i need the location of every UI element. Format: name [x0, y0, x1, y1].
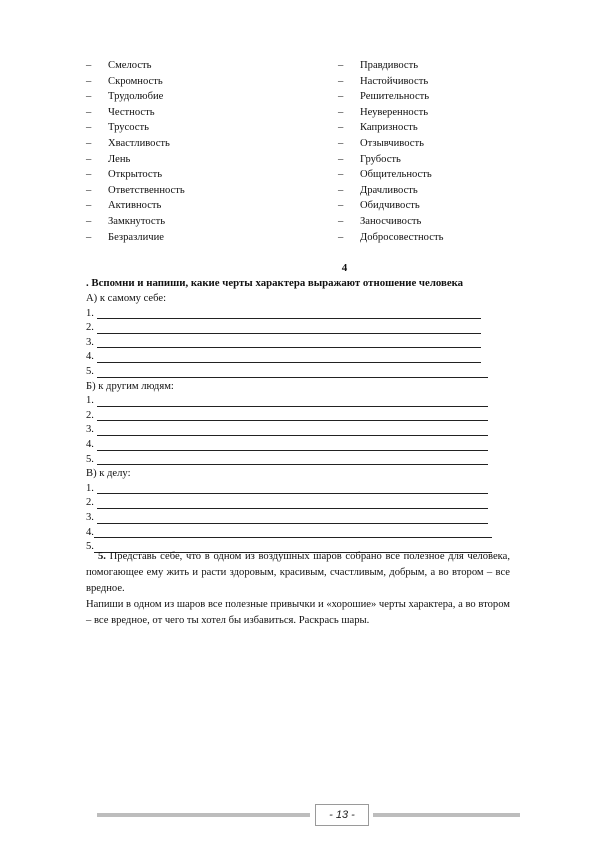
answer-line[interactable]: 5. [86, 540, 506, 555]
trait-item: – Смелость [86, 60, 152, 71]
trait-item: – Настойчивость [338, 75, 429, 87]
trait-item: – Грубость [338, 153, 401, 165]
answer-line[interactable]: 3. [86, 511, 506, 526]
footer-divider-right [373, 813, 520, 817]
group-label-self: А) к самому себе: [86, 293, 167, 304]
answer-line[interactable]: 4. [86, 350, 506, 365]
trait-item: – Скромность [86, 75, 163, 87]
trait-item: – Открытость [86, 169, 163, 181]
trait-item: – Лень [86, 153, 131, 165]
answer-line[interactable]: 1. [86, 394, 506, 409]
trait-item: – Безразличие [86, 231, 164, 243]
answer-line[interactable]: 4. [86, 438, 506, 453]
trait-item: – Честность [86, 106, 155, 118]
answer-line[interactable]: 2. [86, 409, 506, 424]
answer-line[interactable]: 1. [86, 307, 506, 322]
answer-line[interactable]: 3. [86, 336, 506, 351]
trait-item: – Заносчивость [338, 215, 422, 227]
task4-title: . Вспомни и напиши, какие черты характера выражают отношение человека [86, 277, 464, 289]
page-number: - 13 - [315, 804, 369, 826]
task5 [86, 549, 510, 629]
traits-right-column [338, 58, 538, 245]
trait-item: – Замкнутость [86, 215, 166, 227]
answer-line[interactable]: 3. [86, 423, 506, 438]
group-label-work: В) к делу: [86, 468, 131, 480]
trait-item: – Капризность [338, 122, 418, 134]
trait-item: – Ответственность [86, 184, 185, 196]
trait-item: – Трусость [86, 122, 149, 134]
page-footer [97, 804, 520, 826]
answer-line[interactable]: 2. [86, 496, 506, 511]
task5-number: 5. [98, 551, 106, 562]
trait-item: – Драчливость [338, 184, 418, 196]
trait-item: – Активность [86, 200, 162, 212]
trait-item: – Решительность [338, 91, 430, 103]
trait-item: – Правдивость [338, 60, 419, 71]
answer-line[interactable]: 1. [86, 482, 506, 497]
trait-item: – Отзывчивость [338, 137, 424, 149]
answer-line[interactable]: 2. [86, 321, 506, 336]
footer-divider-left [97, 813, 310, 817]
answer-line[interactable]: 5. [86, 365, 506, 380]
task5-paragraph-1: 5. Представь себе, что в одном из воздушных шаров собрано все полезное для человека, помогающее ему жить и расти здоровым, красивым, счастливым, добрым, а во втором – все вредное. [86, 551, 510, 594]
task4-number: 4 [341, 262, 348, 274]
task4-answer-blanks [86, 292, 506, 555]
answer-line[interactable]: 4. [86, 526, 506, 541]
group-label-others: Б) к другим людям: [86, 380, 174, 392]
task5-paragraph-2: Напиши в одном из шаров все полезные привычки и «хорошие» черты характера, а во втором – все вредное, от чего ты хотел бы избавиться. Раскрась шары. [86, 599, 510, 626]
traits-left-column [86, 58, 286, 245]
trait-item: – Неуверенность [338, 106, 429, 118]
trait-item: – Добросовестность [338, 231, 444, 243]
trait-item: – Обидчивость [338, 200, 420, 212]
trait-item: – Трудолюбие [86, 91, 164, 103]
trait-item: – Хвастливость [86, 137, 170, 149]
answer-line[interactable]: 5. [86, 453, 506, 468]
trait-item: – Общительность [338, 169, 432, 181]
